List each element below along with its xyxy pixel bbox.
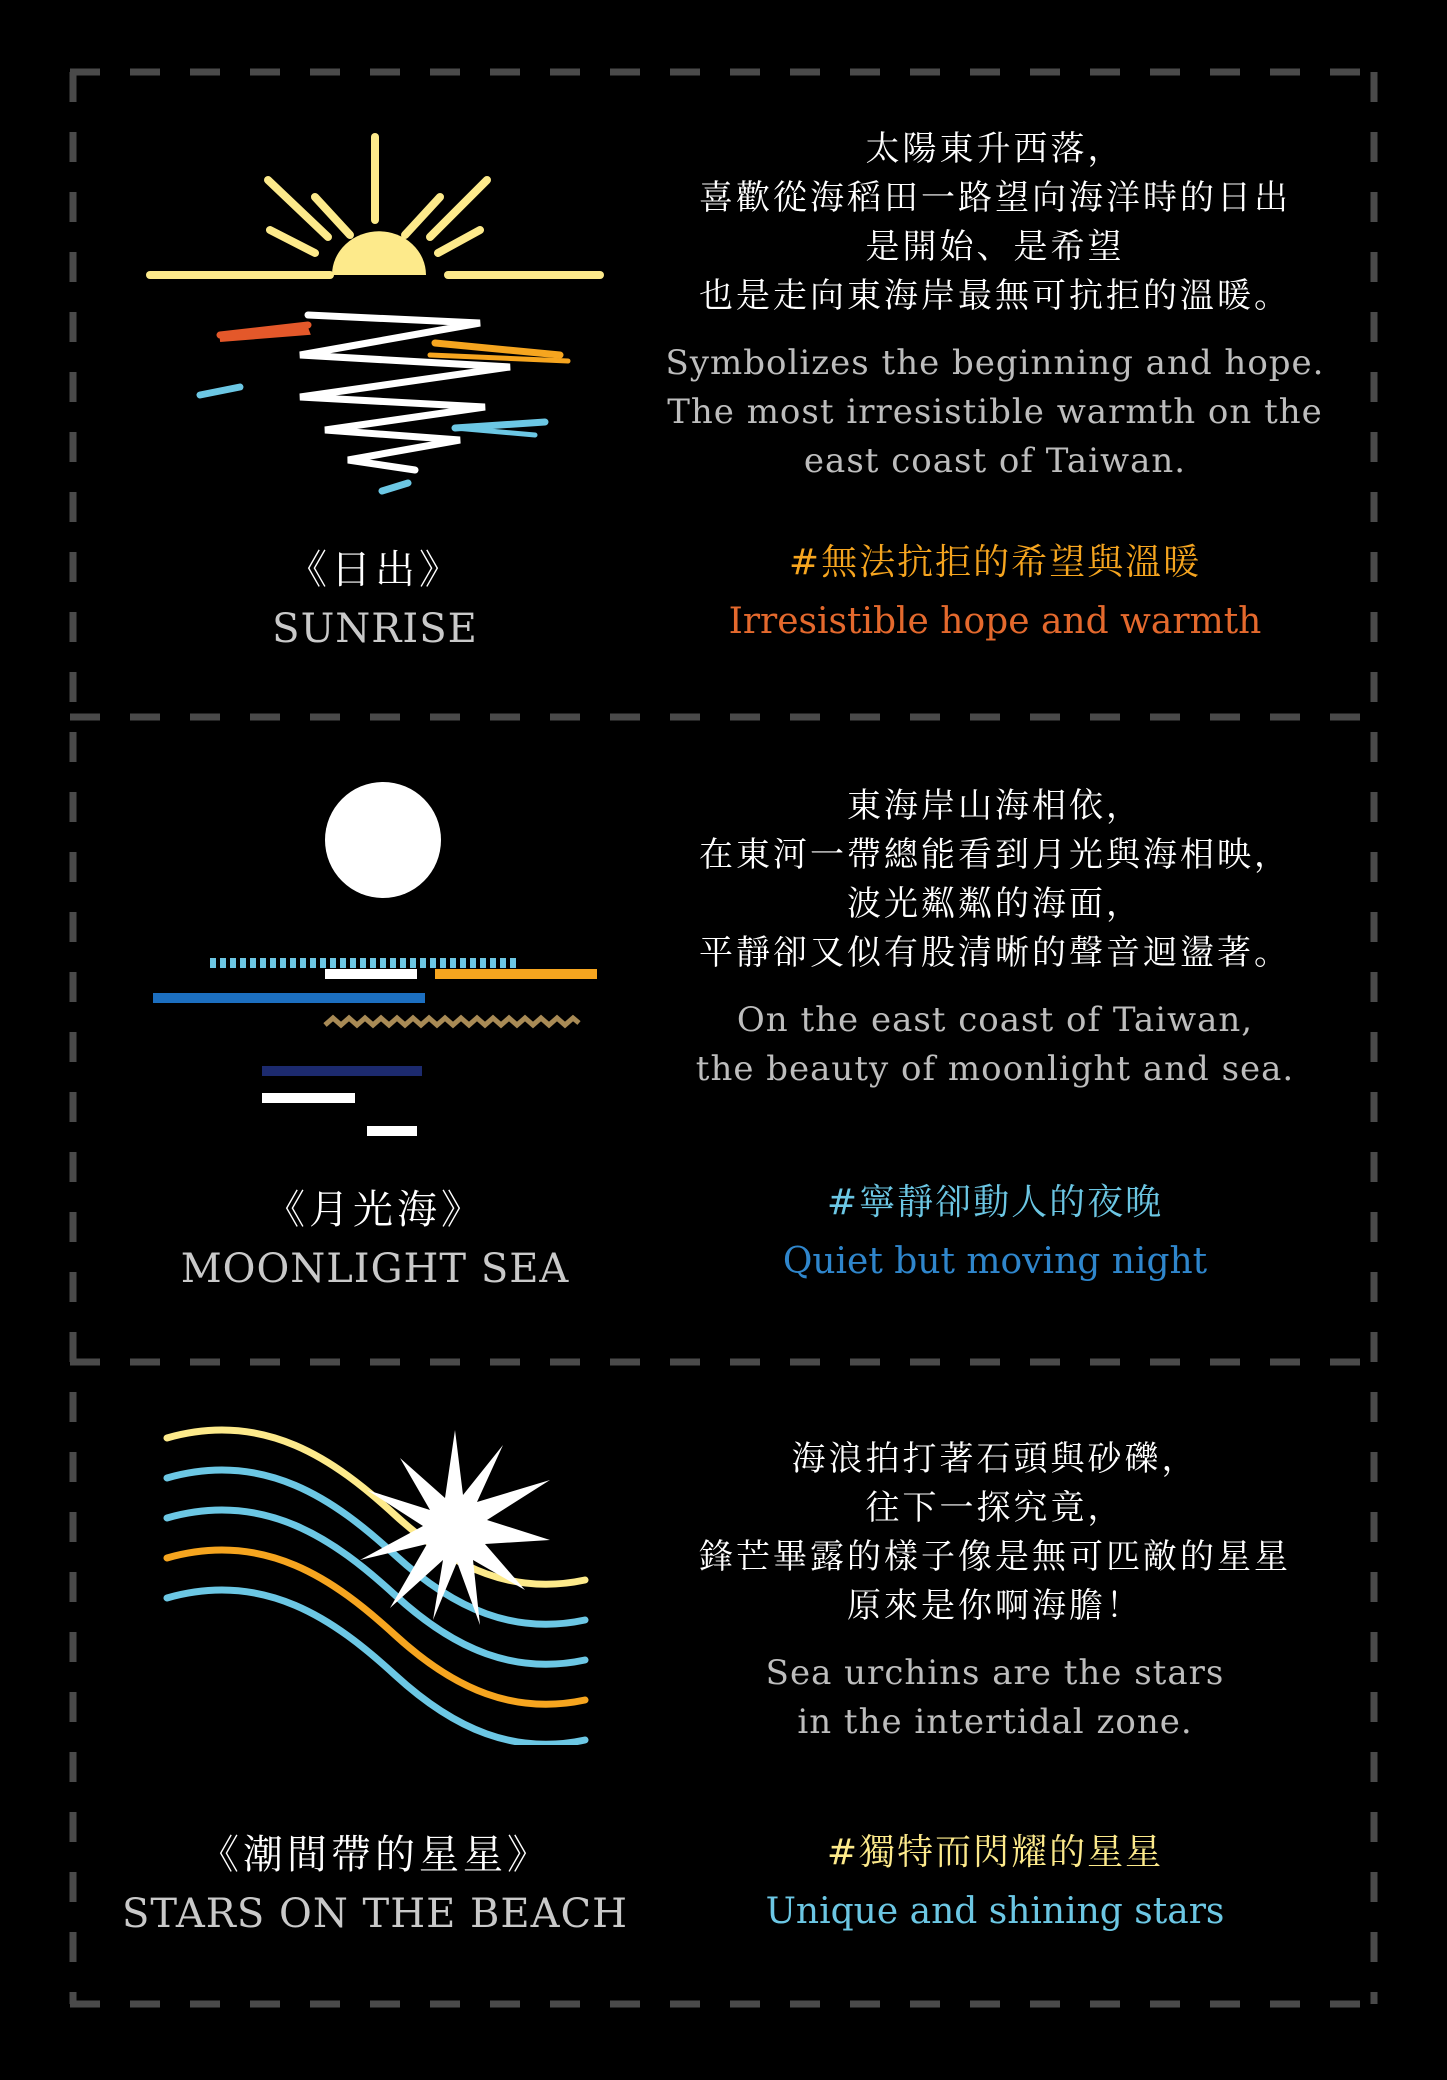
description-en	[610, 996, 1380, 1094]
title-en: SUNRISE	[272, 606, 478, 652]
zh-line: 往下一探究竟，	[865, 1488, 1125, 1528]
moonlight-sea-illustration	[145, 775, 615, 1150]
zh-line: 波光粼粼的海面，	[847, 884, 1143, 924]
stars-on-beach-tags	[610, 1825, 1380, 1943]
zh-line: 原來是你啊海膽！	[847, 1586, 1143, 1626]
description-zh	[610, 1435, 1380, 1631]
en-line: Sea urchins are the stars	[765, 1653, 1225, 1693]
stars-on-beach-title	[100, 1825, 650, 1943]
sunrise-illustration	[140, 125, 620, 505]
en-line: Symbolizes the beginning and hope.	[665, 343, 1325, 383]
title-en: MOONLIGHT SEA	[180, 1246, 570, 1292]
sunrise-tags	[610, 535, 1380, 653]
moon-icon	[325, 782, 441, 898]
en-line: east coast of Taiwan.	[803, 441, 1187, 481]
stars-on-beach-illustration	[155, 1420, 600, 1745]
tag-zh: #無法抗拒的希望與溫暖	[788, 542, 1202, 583]
description-zh	[610, 125, 1380, 321]
title-en: STARS ON THE BEACH	[122, 1891, 628, 1937]
description-en	[610, 339, 1380, 486]
tag-zh: #寧靜卻動人的夜晚	[826, 1182, 1164, 1223]
moonlight-sea-tags	[610, 1175, 1380, 1293]
tag-en: Unique and shining stars	[765, 1891, 1225, 1932]
moonlight-sea-text	[610, 782, 1380, 1094]
sunrise-text	[610, 125, 1380, 486]
zh-line: 太陽東升西落，	[865, 129, 1125, 169]
zh-line: 海浪拍打著石頭與砂礫，	[791, 1439, 1199, 1479]
zh-line: 東海岸山海相依，	[847, 786, 1143, 826]
en-line: the beauty of moonlight and sea.	[695, 1049, 1295, 1089]
zh-line: 在東河一帶總能看到月光與海相映，	[699, 835, 1291, 875]
tag-en: Quiet but moving night	[782, 1241, 1208, 1282]
tag-zh: #獨特而閃耀的星星	[826, 1832, 1164, 1873]
title-zh: 《月光海》	[265, 1187, 485, 1233]
en-line: On the east coast of Taiwan,	[736, 1000, 1254, 1040]
zh-line: 是開始、是希望	[865, 227, 1125, 267]
zh-line: 也是走向東海岸最無可抗拒的溫暖。	[699, 276, 1291, 316]
tag-en: Irresistible hope and warmth	[728, 601, 1262, 642]
zh-line: 鋒芒畢露的樣子像是無可匹敵的星星	[699, 1537, 1291, 1577]
description-zh	[610, 782, 1380, 978]
moonlight-sea-title	[115, 1180, 635, 1298]
stars-on-beach-text	[610, 1435, 1380, 1747]
description-en	[610, 1649, 1380, 1747]
en-line: The most irresistible warmth on the	[667, 392, 1323, 432]
title-zh: 《潮間帶的星星》	[199, 1832, 551, 1878]
en-line: in the intertidal zone.	[797, 1702, 1193, 1742]
zh-line: 喜歡從海稻田一路望向海洋時的日出	[699, 178, 1291, 218]
zh-line: 平靜卻又似有股清晰的聲音迴盪著。	[699, 933, 1291, 973]
sunrise-title	[115, 540, 635, 658]
title-zh: 《日出》	[287, 547, 463, 593]
